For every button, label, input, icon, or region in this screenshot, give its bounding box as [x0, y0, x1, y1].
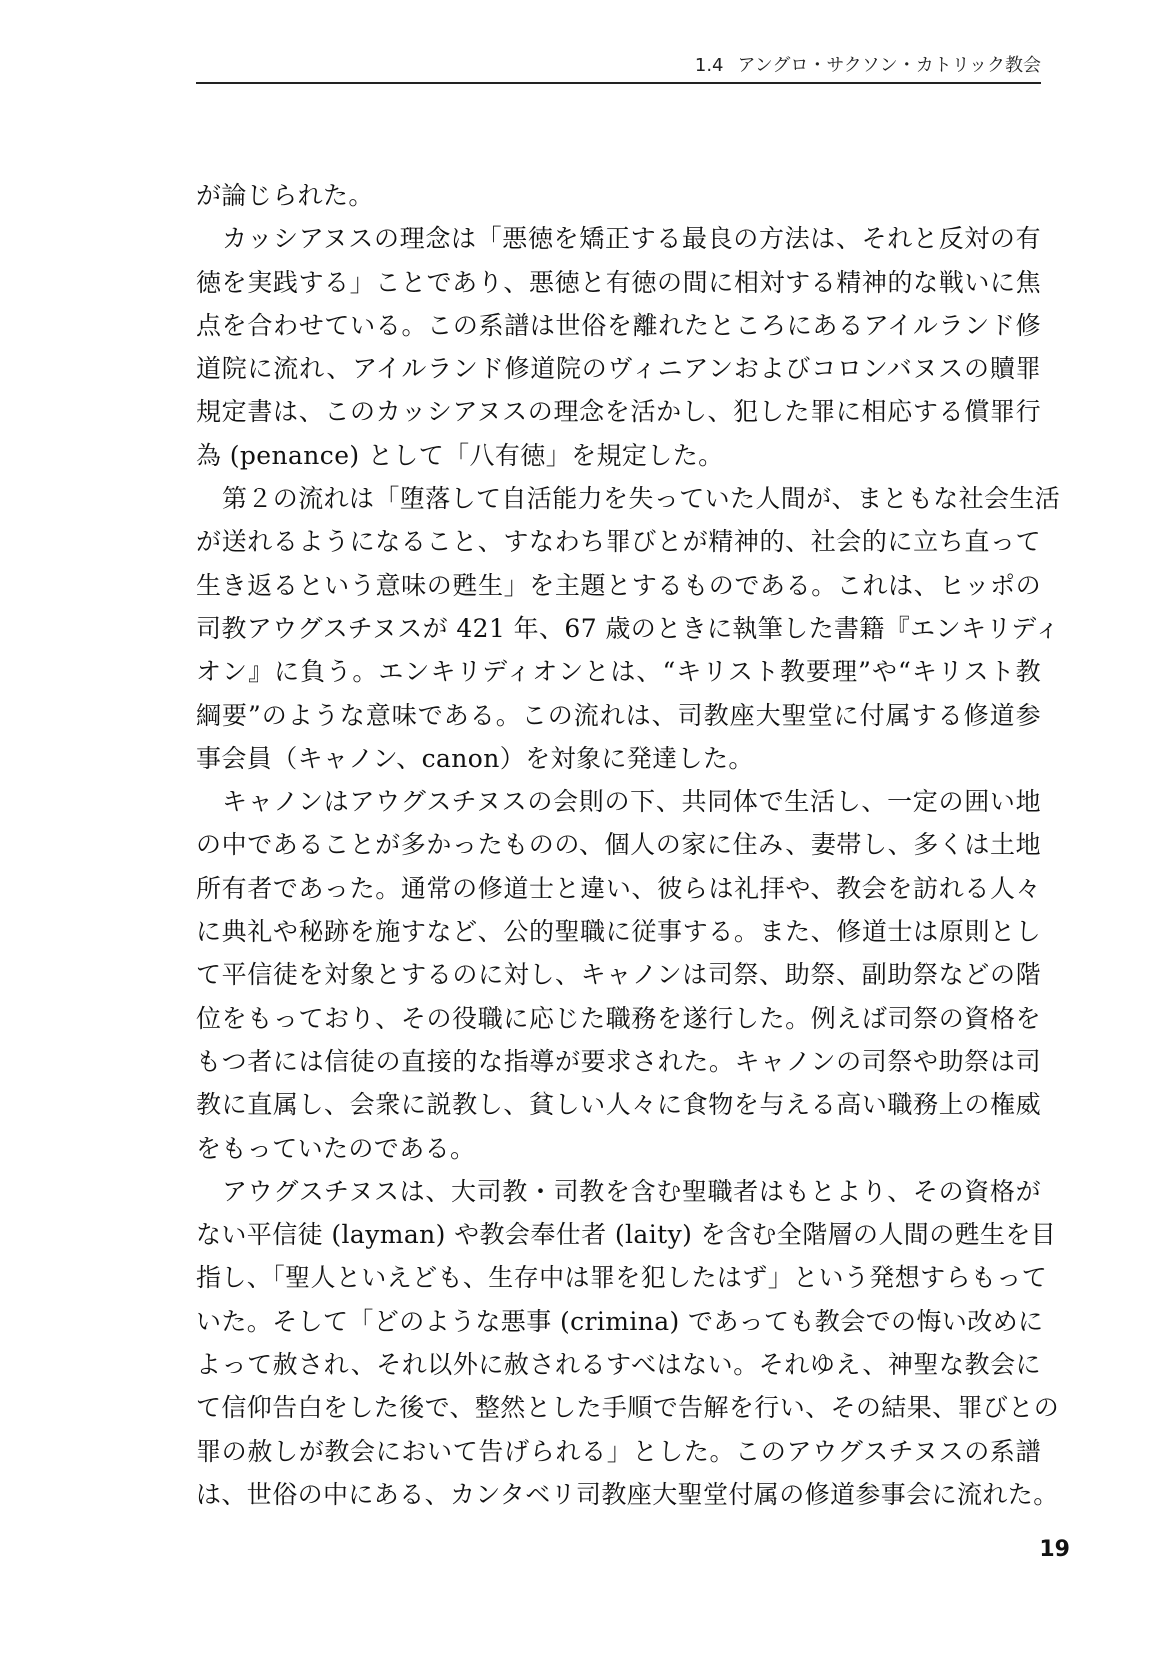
text-line: 教に直属し、会衆に説教し、貧しい人々に食物を与える高い職務上の権威 — [196, 1090, 1041, 1120]
text-line: 罪の赦しが教会において告げられる」とした。このアウグスチヌスの系譜 — [196, 1436, 1041, 1466]
running-head — [196, 56, 1041, 84]
text-line: 生き返るという意味の甦生」を主題とするものである。これは、ヒッポの — [196, 570, 1041, 600]
text-line: カッシアヌスの理念は「悪徳を矯正する最良の方法は、それと反対の有 — [222, 224, 1041, 254]
section-title: アングロ・サクソン・カトリック教会 — [737, 55, 1041, 76]
text-line: いた。そして「どのような悪事 (crimina) であっても教会での悔い改めに — [196, 1306, 1044, 1336]
text-line: に典礼や秘跡を施すなど、公的聖職に従事する。また、修道士は原則とし — [196, 917, 1041, 947]
text-line: 第２の流れは「堕落して自活能力を失っていた人間が、まともな社会生活 — [222, 484, 1061, 514]
text-line: 規定書は、このカッシアヌスの理念を活かし、犯した罪に相応する償罪行 — [196, 397, 1041, 427]
text-line: が論じられた。 — [196, 181, 374, 210]
text-line: ない平信徒 (layman) や教会奉仕者 (laity) を含む全階層の人間の甦生を目 — [196, 1220, 1057, 1250]
text-line: キャノンはアウグスチヌスの会則の下、共同体で生活し、一定の囲い地 — [222, 787, 1041, 817]
text-line: 道院に流れ、アイルランド修道院のヴィニアンおよびコロンバヌスの贖罪 — [196, 354, 1041, 384]
text-line: 司教アウグスチヌスが 421 年、67 歳のときに執筆した書籍『エンキリディ — [196, 613, 1061, 643]
text-line: オン』に負う。エンキリディオンとは、“キリスト教要理”や“キリスト教 — [196, 657, 1041, 687]
text-line: て信仰告白をした後で、整然とした手順で告解を行い、その結果、罪びとの — [196, 1393, 1060, 1423]
text-line: が送れるようになること、すなわち罪びとが精神的、社会的に立ち直って — [196, 527, 1041, 557]
text-line: 事会員（キャノン、canon）を対象に発達した。 — [196, 743, 754, 773]
text-line: 徳を実践する」ことであり、悪徳と有徳の間に相対する精神的な戦いに焦 — [196, 267, 1041, 297]
text-line: て平信徒を対象とするのに対し、キャノンは司祭、助祭、副助祭などの階 — [196, 960, 1041, 990]
text-line: もつ者には信徒の直接的な指導が要求された。キャノンの司祭や助祭は司 — [196, 1046, 1041, 1076]
text-line: 綱要”のような意味である。この流れは、司教座大聖堂に付属する修道参 — [196, 700, 1041, 730]
text-line: 指し、「聖人といえども、生存中は罪を犯したはず」という発想すらもって — [196, 1263, 1048, 1293]
body-text — [196, 174, 1061, 1516]
page-number: 19 — [1039, 1537, 1070, 1562]
text-line: 為 (penance) として「八有徳」を規定した。 — [196, 440, 724, 470]
text-line: をもっていたのである。 — [196, 1133, 476, 1163]
text-line: の中であることが多かったものの、個人の家に住み、妻帯し、多くは土地 — [196, 830, 1041, 860]
text-line: 位をもっており、その役職に応じた職務を遂行した。例えば司祭の資格を — [196, 1003, 1041, 1033]
text-line: アウグスチヌスは、大司教・司教を含む聖職者はもとより、その資格が — [222, 1176, 1041, 1206]
text-line: よって赦され、それ以外に赦されるすべはない。それゆえ、神聖な教会に — [196, 1350, 1041, 1380]
text-line: は、世俗の中にある、カンタベリ司教座大聖堂付属の修道参事会に流れた。 — [196, 1479, 1059, 1509]
text-line: 所有者であった。通常の修道士と違い、彼らは礼拝や、教会を訪れる人々 — [196, 873, 1041, 903]
section-number: 1.4 — [694, 55, 724, 76]
text-line: 点を合わせている。この系譜は世俗を離れたところにあるアイルランド修 — [196, 310, 1041, 340]
